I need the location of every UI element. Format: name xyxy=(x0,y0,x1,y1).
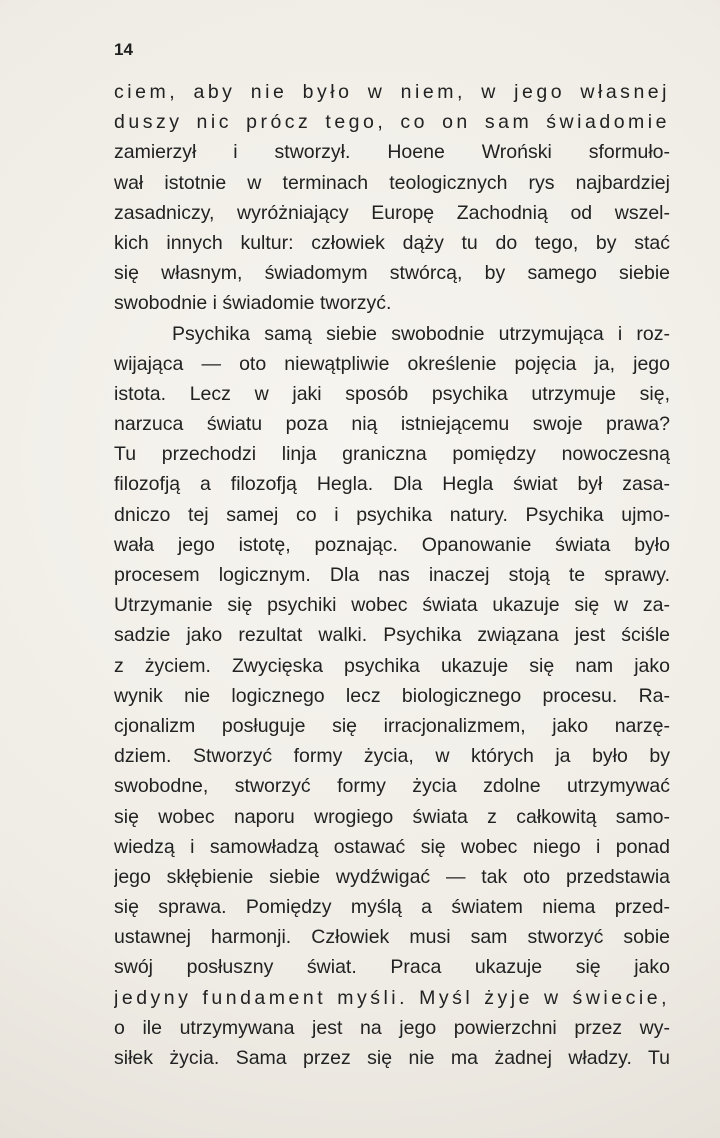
text-line: swobodne, stworzyć formy życia zdolne utrzymywać xyxy=(114,775,670,798)
text-line: z życiem. Zwycięska psychika ukazuje się nam jako xyxy=(114,654,670,677)
text-line: się własnym, świadomym stwórcą, by samego siebie xyxy=(114,262,670,285)
text-line: wynik nie logicznego lecz biologicznego procesu. Ra- xyxy=(114,684,670,707)
text-line: kich innych kultur: człowiek dąży tu do tego, by stać xyxy=(114,231,670,254)
text-line: zamierzył i stworzył. Hoene Wroński sformuło- xyxy=(114,141,670,164)
text-line: duszy nic prócz tego, co on sam świadomie xyxy=(114,111,670,134)
text-line: istota. Lecz w jaki sposób psychika utrzymuje się, xyxy=(114,382,670,405)
text-line: wała jego istotę, poznając. Opanowanie świata było xyxy=(114,533,670,556)
text-line: swobodnie i świadomie tworzyć. xyxy=(114,292,392,315)
text-line: cjonalizm posługuje się irracjonalizmem, jako narzę- xyxy=(114,714,670,737)
text-line: dniczo tej samej co i psychika natury. Psychika ujmo- xyxy=(114,503,670,526)
text-line: sadzie jako rezultat walki. Psychika związana jest ściśle xyxy=(114,624,670,647)
text-line: zasadniczy, wyróżniający Europę Zachodnią od wszel- xyxy=(114,201,670,224)
text-line: wijająca — oto niewątpliwie określenie pojęcia ja, jego xyxy=(114,352,670,375)
text-line: o ile utrzymywana jest na jego powierzchni przez wy- xyxy=(114,1016,670,1039)
text-line: ciem, aby nie było w niem, w jego własnej xyxy=(114,81,670,103)
text-line: wiedzą i samowładzą ostawać się wobec niego i ponad xyxy=(114,835,670,858)
text-line: wał istotnie w terminach teologicznych rys najbardziej xyxy=(114,171,670,194)
text-line: Psychika samą siebie swobodnie utrzymująca i roz- xyxy=(172,322,670,345)
text-line: swój posłuszny świat. Praca ukazuje się jako xyxy=(114,956,670,979)
text-line: Utrzymanie się psychiki wobec świata ukazuje się w za- xyxy=(114,594,670,617)
text-line: dziem. Stworzyć formy życia, w których ja było by xyxy=(114,745,670,768)
body-text xyxy=(114,77,670,1073)
text-line: filozofją a filozofją Hegla. Dla Hegla świat był zasa- xyxy=(114,473,670,496)
text-line: jedyny fundament myśli. Myśl żyje w świecie, xyxy=(114,986,670,1009)
text-line: narzuca światu poza nią istniejącemu swoje prawa? xyxy=(114,413,670,436)
text-line: jego skłębienie siebie wydźwigać — tak oto przedstawia xyxy=(114,865,670,888)
text-line: procesem logicznym. Dla nas inaczej stoją te sprawy. xyxy=(114,564,670,586)
text-line: siłek życia. Sama przez się nie ma żadnej władzy. Tu xyxy=(114,1047,670,1069)
text-line: się wobec naporu wrogiego świata z całkowitą samo- xyxy=(114,805,670,828)
page-number: 14 xyxy=(114,40,133,59)
text-line: Tu przechodzi linja graniczna pomiędzy nowoczesną xyxy=(114,443,670,466)
text-line: się sprawa. Pomiędzy myślą a światem niema przed- xyxy=(114,896,670,919)
text-line: ustawnej harmonji. Człowiek musi sam stworzyć sobie xyxy=(114,926,670,949)
